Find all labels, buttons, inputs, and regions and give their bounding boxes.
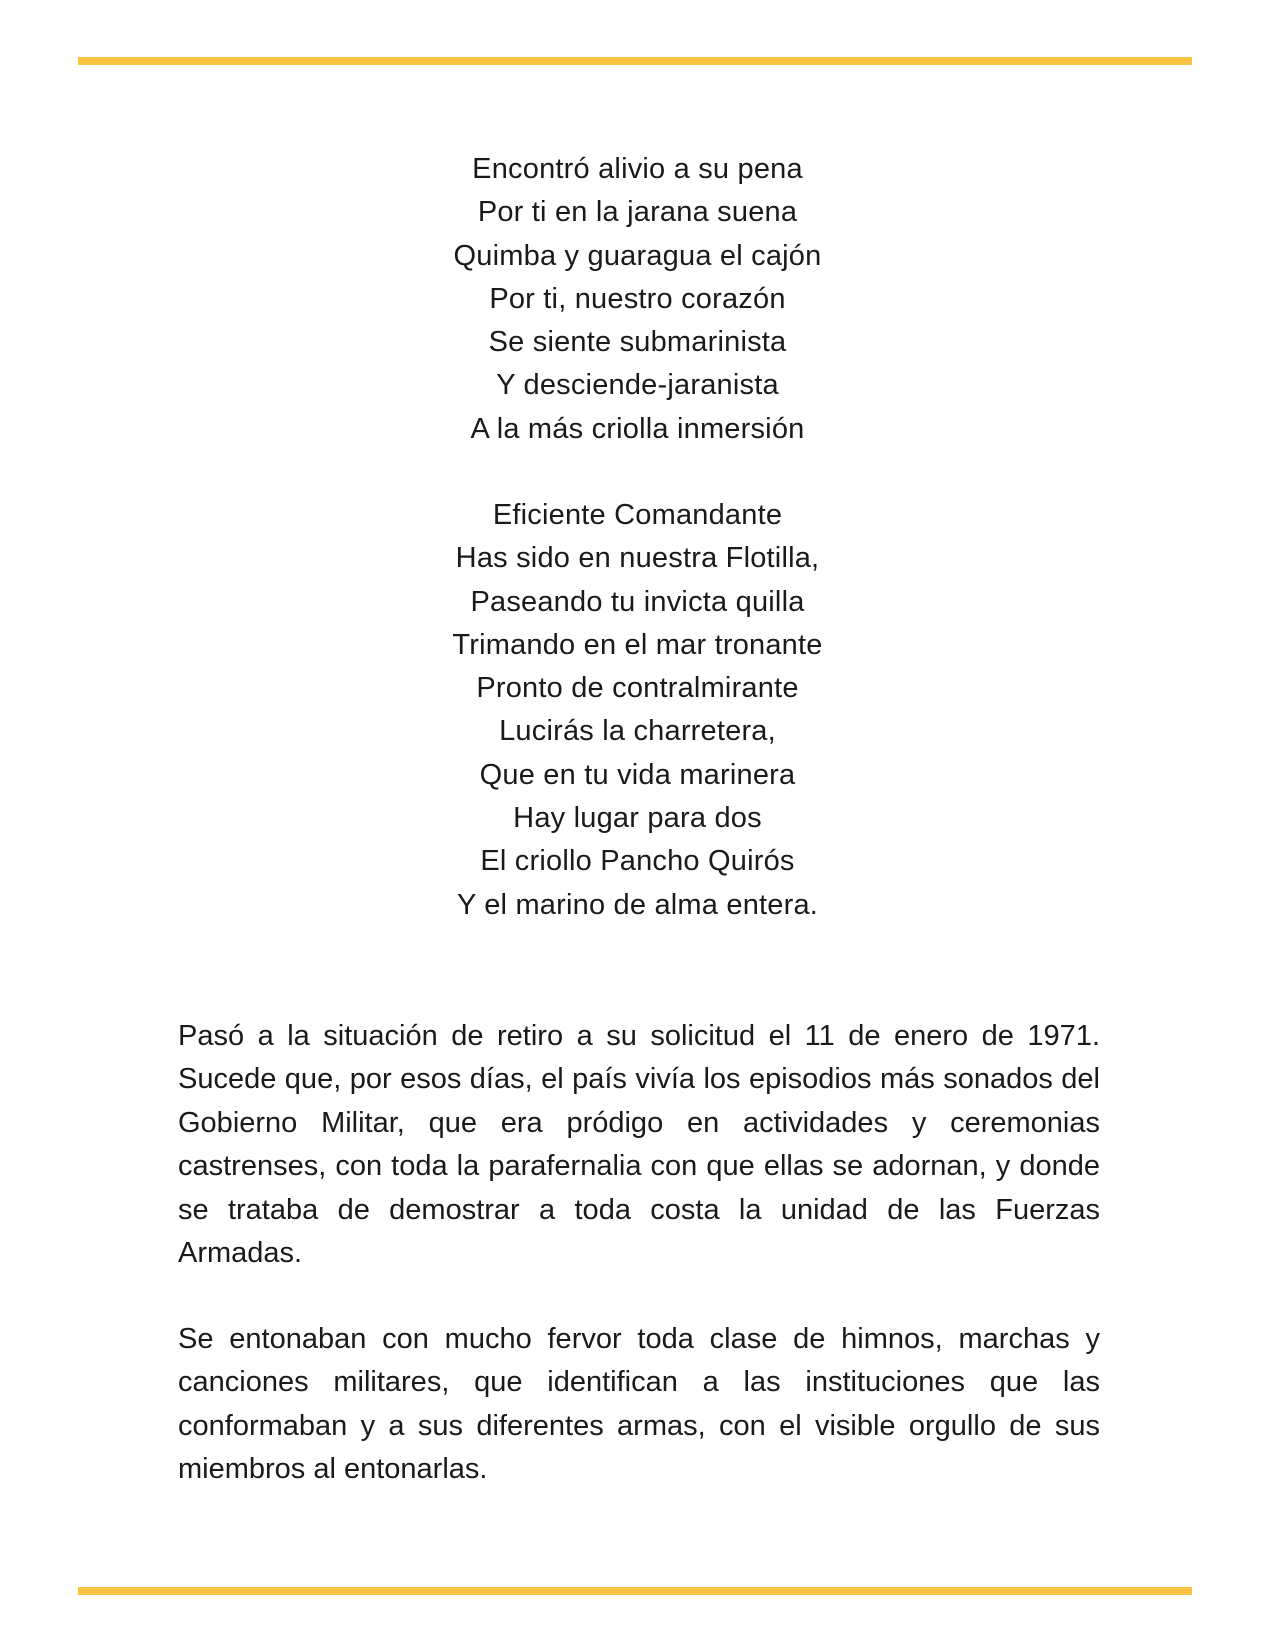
poem-stanza-2 [0,494,1275,927]
verse-line: El criollo Pancho Quirós [480,845,795,878]
top-accent-rule [78,57,1192,65]
verse-line: Eficiente Comandante [492,499,783,531]
verse-line: Lucirás la charretera, [499,715,776,748]
body-paragraph-1: Pasó a la situación de retiro a su solicitud el 11 de enero de 1971. Sucede que, por esos días, el país vivía los episodios más sonados del Gobierno Militar, que era pródigo en actividades y ceremonias castrenses, con toda la parafernalia con que ellas se adornan, y donde se trataba de demostrar a toda costa la unidad de las Fuerzas Armadas. [178,1020,1100,1270]
verse-line: A la más criolla inmersión [470,412,805,445]
verse-line: Y el marino de alma entera. [456,888,819,921]
verse-line: Paseando tu invicta quilla [470,585,805,618]
verse-line: Se siente submarinista [488,326,787,359]
verse-line: Pronto de contralmirante [476,672,799,705]
verse-line: Hay lugar para dos [513,802,762,835]
body-paragraph-2: Se entonaban con mucho fervor toda clase de himnos, marchas y canciones militares, que identifican a las instituciones que las conformaban y a sus diferentes armas, con el visible orgullo de sus miembros al entonarlas. [178,1323,1100,1486]
verse-line: Trimando en el mar tronante [452,628,823,661]
verse-line: Quimba y guaragua el cajón [453,239,822,272]
verse-line: Por ti, nuestro corazón [489,282,786,315]
verse-line: Que en tu vida marinera [479,758,796,791]
verse-line: Encontró alivio a su pena [472,153,803,185]
verse-line: Y desciende-jaranista [496,369,779,402]
bottom-accent-rule [78,1587,1192,1595]
poem-stanza-1 [0,148,1275,451]
verse-line: Has sido en nuestra Flotilla, [455,542,820,575]
verse-line: Por ti en la jarana suena [477,196,798,229]
